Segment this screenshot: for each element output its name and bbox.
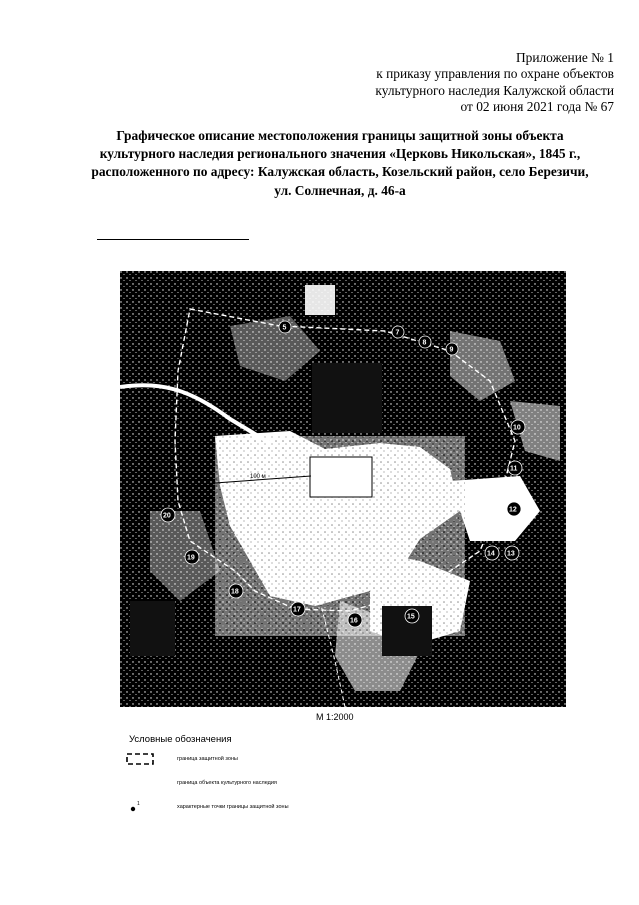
point-label: 13 (507, 550, 515, 558)
point-label: 9 (449, 346, 454, 354)
point-12 (507, 502, 521, 516)
dashed-boundary-symbol (125, 752, 157, 766)
appendix-block (375, 50, 614, 115)
point-5 (279, 321, 291, 333)
point-10 (511, 420, 525, 434)
legend-label: характерные точки границы защитной зоны (177, 804, 289, 810)
point-label: 12 (509, 506, 517, 514)
point-label: 14 (487, 550, 495, 558)
appendix-line-2: к приказу управления по охране объектов (376, 66, 614, 82)
point-label: 5 (282, 324, 287, 332)
point-label: 7 (395, 329, 400, 337)
point-8 (419, 336, 431, 348)
point-label: 11 (510, 465, 518, 473)
point-18 (229, 584, 243, 598)
church-building (310, 457, 372, 497)
point-symbol (125, 800, 157, 814)
map-scale: М 1:2000 (316, 712, 354, 722)
appendix-line-1: Приложение № 1 (515, 50, 614, 65)
satellite-map (120, 271, 566, 707)
point-label: 18 (231, 588, 239, 596)
point-9 (446, 343, 458, 355)
title-line-3: расположенного по адресу: Калужская область, Козельский район, село Березичи, (91, 164, 589, 180)
title-line-4: ул. Солнечная, д. 46-а (274, 182, 406, 198)
point-16 (348, 613, 362, 627)
point-label: 16 (350, 617, 358, 625)
legend-label: граница объекта культурного наследия (177, 780, 277, 786)
legend-label: граница защитной зоны (177, 756, 238, 762)
point-20 (161, 508, 175, 522)
underline-rule (97, 239, 249, 240)
point-15 (405, 609, 419, 623)
title-line-2: культурного наследия регионального значения «Церковь Никольская», 1845 г., (99, 146, 581, 162)
point-11 (508, 461, 522, 475)
point-19 (185, 550, 199, 564)
appendix-line-4: от 02 июня 2021 года № 67 (460, 98, 614, 114)
point-label: 17 (293, 606, 301, 614)
legend-title: Условные обозначения (129, 734, 232, 745)
map-image (120, 271, 566, 707)
point-label: 8 (422, 339, 427, 347)
point-label: 10 (513, 424, 521, 432)
point-13 (505, 546, 519, 560)
appendix-line-3: культурного наследия Калужской области (375, 82, 614, 98)
point-17 (291, 602, 305, 616)
object-boundary-symbol (125, 776, 157, 790)
point-label: 20 (163, 512, 171, 520)
document-title (60, 127, 620, 200)
point-label: 15 (407, 613, 415, 621)
distance-label: 100 м (250, 474, 266, 480)
legend-point-number: 1 (137, 801, 140, 807)
point-14 (485, 546, 499, 560)
point-7 (392, 326, 404, 338)
title-line-1: Графическое описание местоположения границы защитной зоны объекта (116, 128, 564, 143)
point-label: 19 (187, 554, 195, 562)
